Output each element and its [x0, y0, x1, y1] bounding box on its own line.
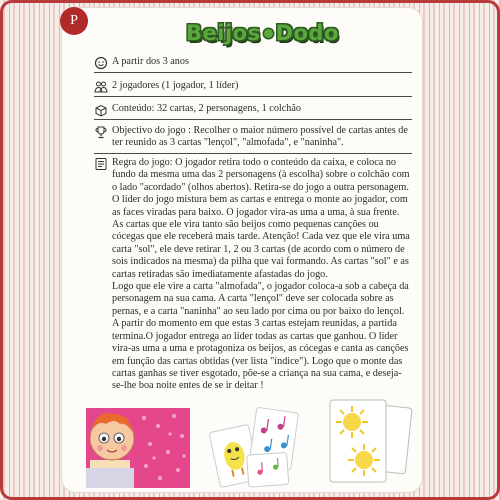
sun-cards-image — [326, 396, 416, 490]
rules-paragraph: A partir do momento em que estas 3 cartas estejam reunidas, a partida termina.O jogador entrega ao líder todas as cartas que ganhou. O líder vira-as uma a uma e protagoniza os beijos, as cócegas e canta as canções em função das cartas obtidas (ver lista "índice"). Logo que o monte das cartas ganhas se tiver esgotado, põe-se a criança na sua cama, e deseja-se-lhe boa noite entes de se ir deitar ! — [112, 318, 409, 392]
language-badge — [60, 7, 88, 35]
rules-section — [94, 157, 412, 421]
info-players — [94, 80, 412, 94]
info-contents-text: Conteúdo: 32 cartas, 2 personagens, 1 colchão — [112, 103, 301, 114]
game-title-right: Dodo — [275, 21, 339, 45]
sun-icon — [336, 406, 368, 438]
divider — [94, 96, 412, 97]
info-objective-text: Objectivo do jogo : Recolher o maior número possível de cartas antes de ter reunido as 3 cartas "lençol", "almofada", e "naninha". — [112, 125, 408, 149]
divider — [94, 72, 412, 73]
info-objective — [94, 125, 412, 151]
rules-paragraph: Regra do jogo: O jogador retira todo o conteúdo da caixa, e coloca no fundo da mesma uma das 2 personagens (à escolha) sobre o colchão com o lado "acordado" (olhos abertos). Retira-se do jogo a outra personagem. — [112, 157, 410, 193]
rules-paragraph: As cartas que ele vira tanto são beijos como pequenas canções ou cócegas que ele receberá mais tarde. Atenção! Cada vez que ele vira uma carta "sol", ele deve retirar 1, 2 ou 3 cartas (de acordo com o número de sois indicados na mesma) da pilha que vai formando. As cartas "sol" e as cartas retiradas são imediatamente afastadas do jogo. — [112, 219, 410, 280]
game-title — [186, 18, 339, 48]
rules-paragraph: O líder do jogo mistura bem as cartas e entrega o monte ao jogador, com as faces viradas para baixo. O jogador vira-as uma a uma, à sua frente. — [112, 194, 408, 218]
title-dot-icon — [264, 29, 273, 38]
divider — [94, 153, 412, 154]
info-contents — [94, 103, 412, 117]
language-badge-label: P — [70, 13, 78, 28]
song-cards-image — [204, 404, 304, 488]
info-age-text: A partir dos 3 anos — [112, 56, 189, 67]
rules-icon — [94, 157, 108, 171]
rules-paragraph: Logo que ele vire a carta "almofada", o jogador coloca-a sob a cabeça da personagem na sua cama. A carta "lençol" deve ser colocada sobre as pernas, e a carta "naninha" ao seu lado por cima ou por baixo do lençol. — [112, 281, 409, 317]
game-title-left: Beijos — [186, 21, 261, 45]
box-icon — [94, 103, 108, 117]
character-card-image — [86, 408, 190, 488]
rules-text — [112, 157, 412, 393]
players-icon — [94, 80, 108, 94]
divider — [94, 119, 412, 120]
trophy-icon — [94, 125, 108, 139]
info-players-text: 2 jogadores (1 jogador, 1 líder) — [112, 80, 239, 91]
age-icon — [94, 56, 108, 70]
info-age — [94, 56, 412, 70]
